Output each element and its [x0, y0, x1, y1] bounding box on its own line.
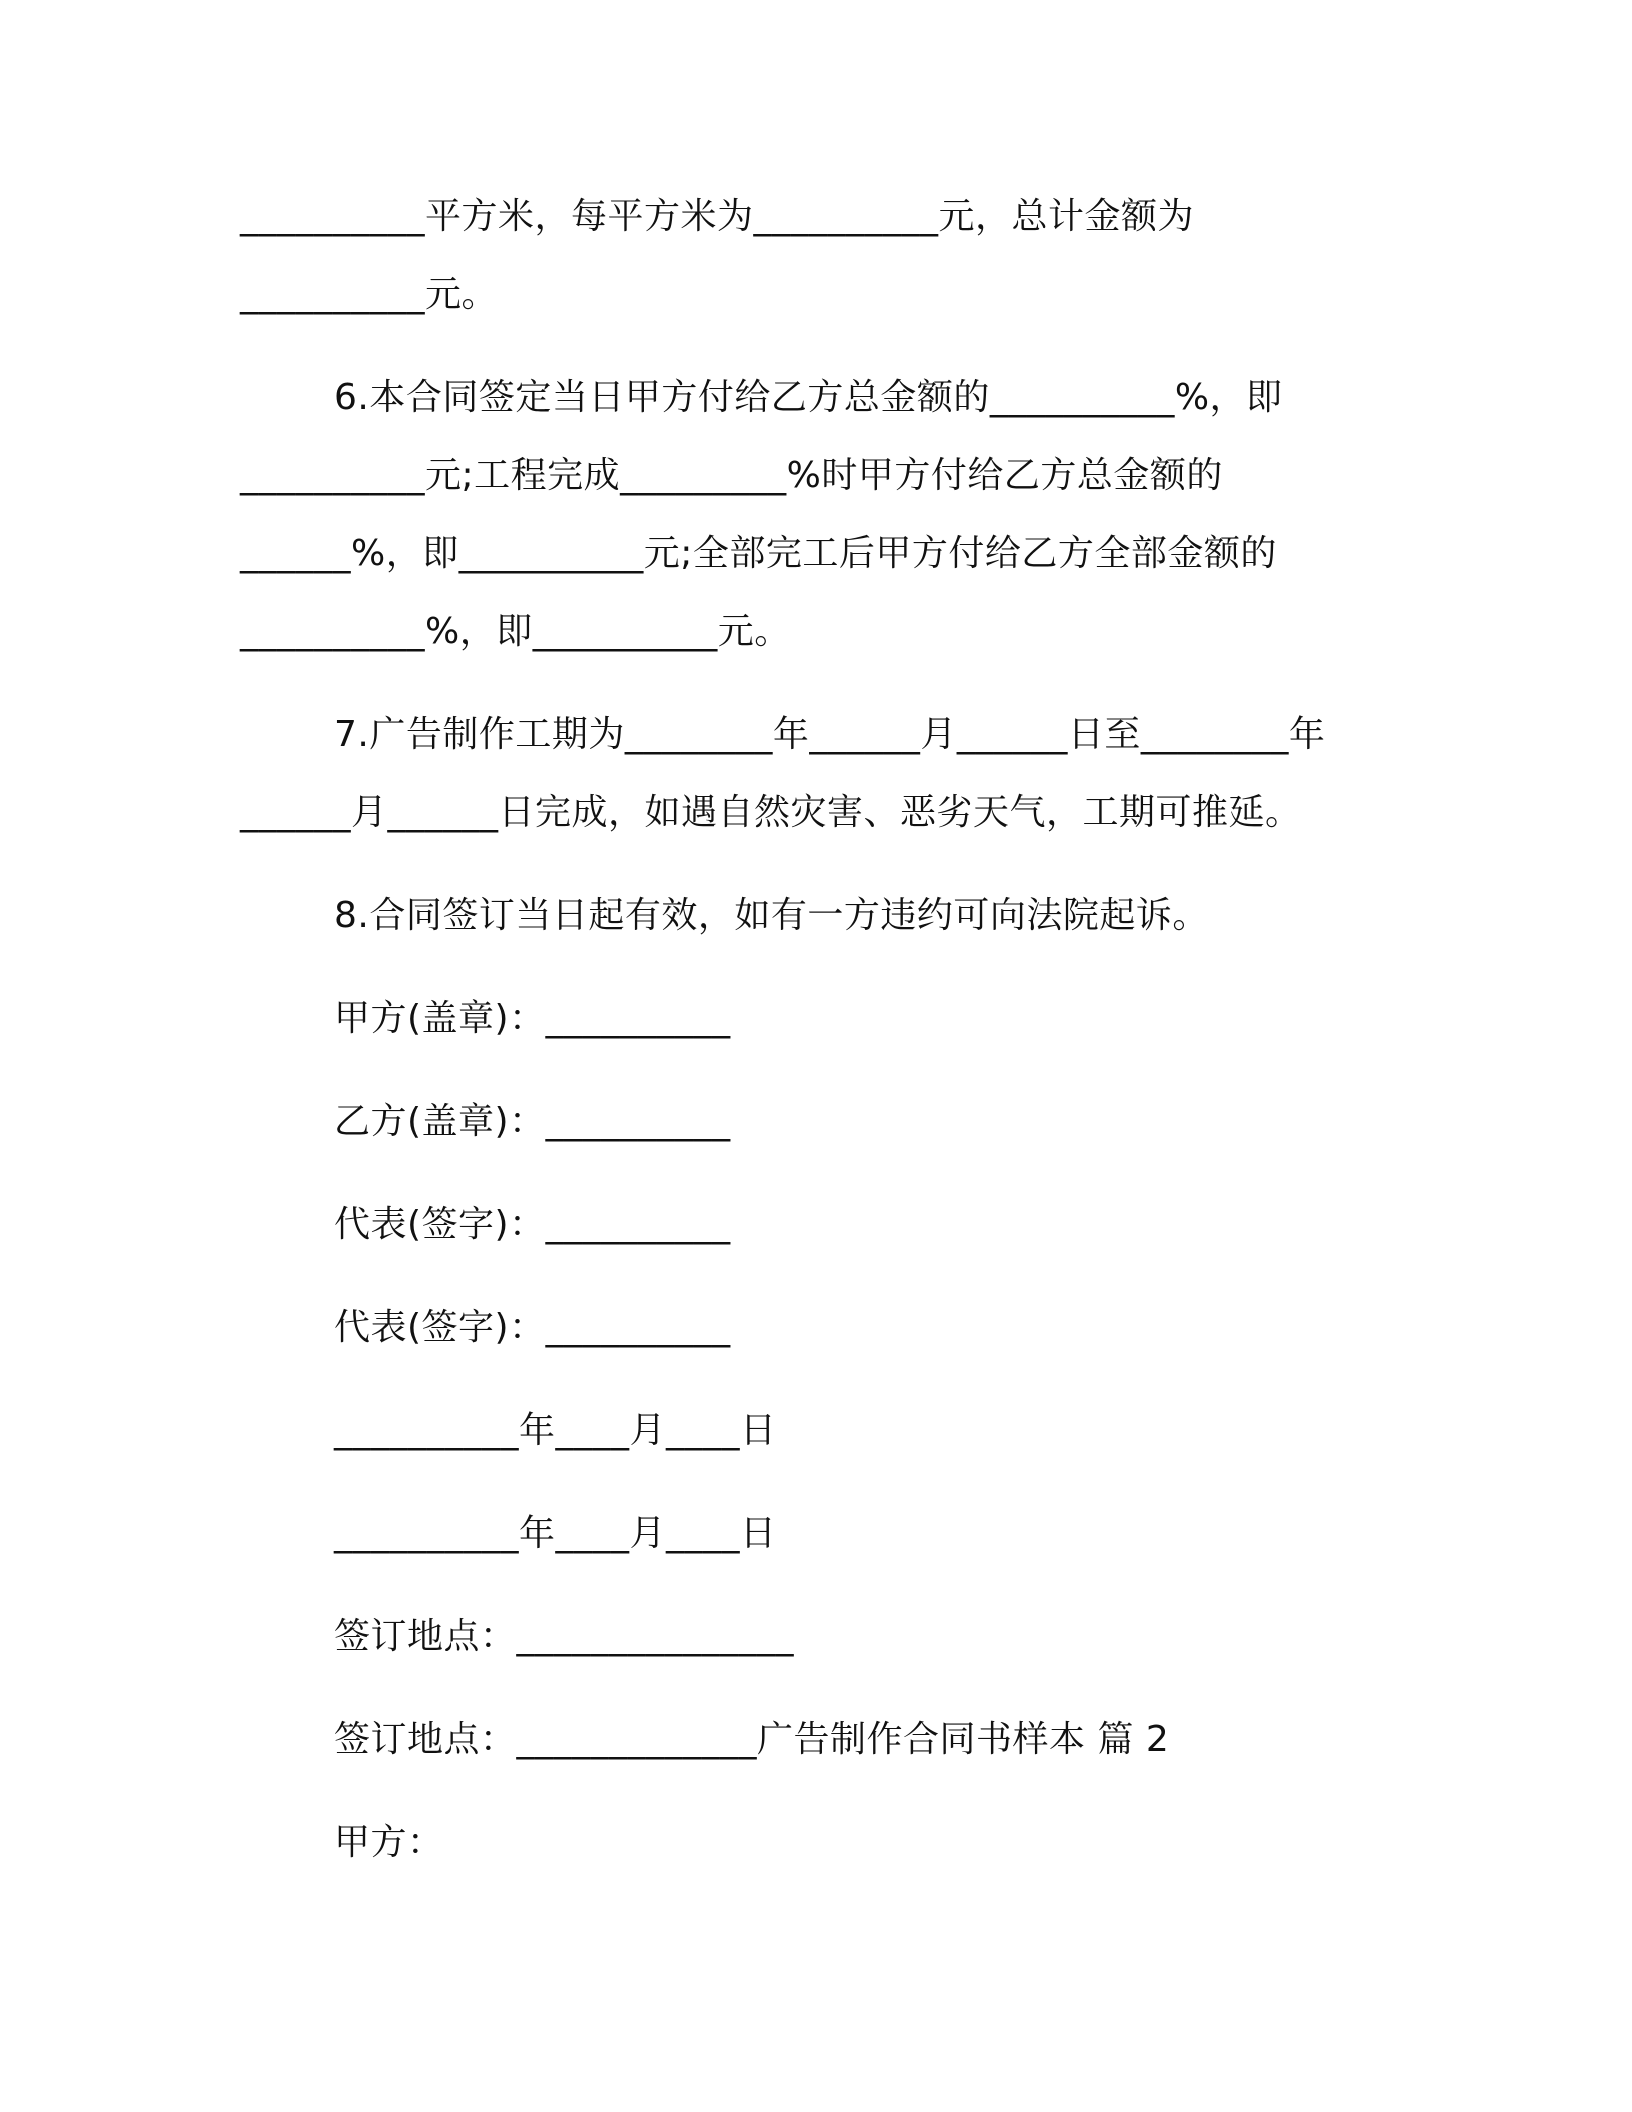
total-amount-line: __________元。: [240, 274, 499, 315]
area-price-line: __________平方米，每平方米为__________元，总计金额为: [240, 196, 1195, 237]
party-b-seal: 乙方(盖章)：__________: [334, 1101, 731, 1142]
signing-date-1: __________年____月____日: [334, 1410, 777, 1451]
clause-6-line-2: __________元;工程完成_________%时甲方付给乙方总金额的: [240, 455, 1223, 496]
signing-date-2: __________年____月____日: [334, 1513, 777, 1554]
clause-7-line-1: 7.广告制作工期为________年______月______日至________年: [334, 714, 1326, 755]
clause-6-line-4: __________%，即__________元。: [240, 611, 791, 652]
representative-signature-2: 代表(签字)：__________: [334, 1307, 731, 1348]
party-a-label: 甲方：: [334, 1822, 444, 1863]
signing-location-1: 签订地点：_______________: [334, 1616, 795, 1657]
signing-location-2: 签订地点：_____________广告制作合同书样本 篇 2: [334, 1719, 1170, 1760]
representative-signature-1: 代表(签字)：__________: [334, 1204, 731, 1245]
clause-8: 8.合同签订当日起有效，如有一方违约可向法院起诉。: [334, 895, 1209, 936]
party-a-seal: 甲方(盖章)：__________: [334, 998, 731, 1039]
clause-6-line-1: 6.本合同签定当日甲方付给乙方总金额的__________%，即: [334, 377, 1283, 418]
clause-7-line-2: ______月______日完成，如遇自然灾害、恶劣天气，工期可推延。: [240, 792, 1302, 833]
clause-6-line-3: ______%，即__________元;全部完工后甲方付给乙方全部金额的: [240, 533, 1277, 574]
